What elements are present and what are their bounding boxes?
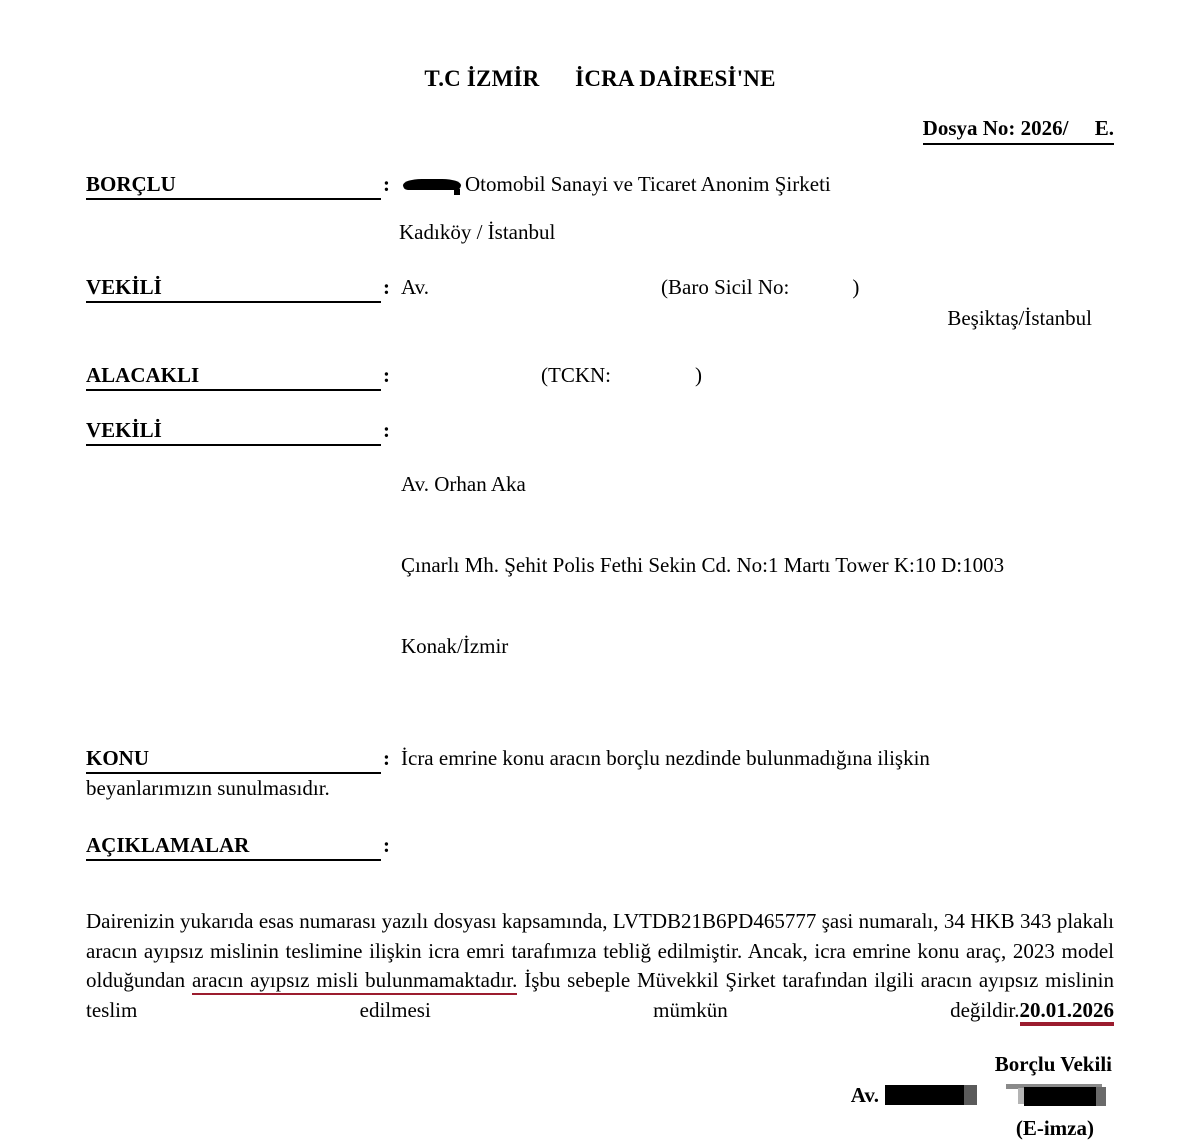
signature-title: Borçlu Vekili [994,1052,1112,1076]
field-block-vekili-alacakli [86,417,1114,714]
field-list-aciklamalar [0,832,1200,861]
borclu-address: Kadıköy / İstanbul [399,220,556,244]
signature-block [0,1051,1200,1141]
signature-prefix: Av. [850,1082,879,1107]
redaction-mark-signature-surname [1002,1084,1114,1106]
redaction-mark-borclu [403,179,461,190]
field-block-konu [86,745,1114,774]
paragraph-part-one: Dairenizin yukarıda esas numarası yazılı dosyası kapsamında, LVTDB21B6PD465777 şasi numaralı, 34 HKB 343 plakalı aracın ayıpsız mislinin teslimine ilişkin icra emri tarafımıza tebliğ edilmiştir. Ancak, icra emrine konu araç, 2023 model olduğundan [86,909,1114,992]
field-row-aciklamalar [86,832,1114,861]
field-label-aciklamalar: AÇIKLAMALAR [86,832,381,861]
alacakli-tckn: (TCKN: ) [541,363,702,387]
vekili-borclu-address: Beşiktaş/İstanbul [947,306,1092,330]
konu-text-line2: beyanlarımızın sunulmasıdır. [86,776,330,800]
vekili-alacakli-address-line1: Çınarlı Mh. Şehit Polis Fethi Sekin Cd. No:1 Martı Tower K:10 D:1003 [401,553,1005,577]
field-block-alacakli [86,362,1114,391]
explanation-paragraph [0,907,1200,1025]
file-number: Dosya No: 2026/ E. [923,116,1114,145]
field-label-vekili-borclu: VEKİLİ [86,274,381,303]
paragraph-part-two: İşbu sebeple Müvekkil Şirket tarafından ilgili aracın ayıpsız mislinin teslim edilmesi mümkün değildir. [86,968,1114,1022]
field-value-vekili-borclu [401,274,1114,301]
paragraph-date-stamp: 20.01.2026 [1020,998,1115,1026]
vekili-alacakli-name: Av. Orhan Aka [401,472,526,496]
field-colon-borclu: : [383,172,390,196]
borclu-company-name: Otomobil Sanayi ve Ticaret Anonim Şirketi [465,172,831,196]
field-label-vekili-alacakli: VEKİLİ [86,417,381,446]
document-title: T.C İZMİR İCRA DAİRESİ'NE [424,66,776,91]
field-colon-aciklamalar: : [383,833,390,857]
field-label-alacakli: ALACAKLI [86,362,381,391]
field-label-borclu: BORÇLU [86,171,381,200]
field-colon-vekili-alacakli: : [383,418,390,442]
field-row-vekili-alacakli [86,417,1114,714]
field-colon-konu: : [383,746,390,770]
vekili-borclu-bar-no: (Baro Sicil No: ) [661,275,860,299]
field-row-konu [86,745,1114,774]
signature-name-row [0,1081,1114,1109]
field-block-borclu [86,171,1114,246]
field-colon-alacakli: : [383,363,390,387]
redaction-mark-signature-name [885,1085,977,1105]
field-row-borclu [86,171,1114,200]
field-value-alacakli [401,362,1114,389]
field-colon-vekili-borclu: : [383,275,390,299]
signature-esign-label: (E-imza) [1015,1116,1094,1140]
redaction-segment-main [1024,1087,1106,1106]
field-row-alacakli [86,362,1114,391]
paragraph-underlined-clause: aracın ayıpsız misli bulunmamaktadır. [192,968,517,995]
field-block-vekili-borclu [86,274,1114,332]
field-label-konu: KONU [86,745,381,774]
field-value-vekili-alacakli [401,417,1114,714]
field-row-vekili-borclu [86,274,1114,303]
file-number-row [0,116,1200,145]
field-value-borclu [401,171,1114,198]
vekili-alacakli-address-line2: Konak/İzmir [401,634,509,658]
vekili-borclu-name: Av. [401,275,429,299]
field-list [0,171,1200,774]
konu-text-line1: İcra emrine konu aracın borçlu nezdinde bulunmadığına ilişkin [401,746,930,770]
